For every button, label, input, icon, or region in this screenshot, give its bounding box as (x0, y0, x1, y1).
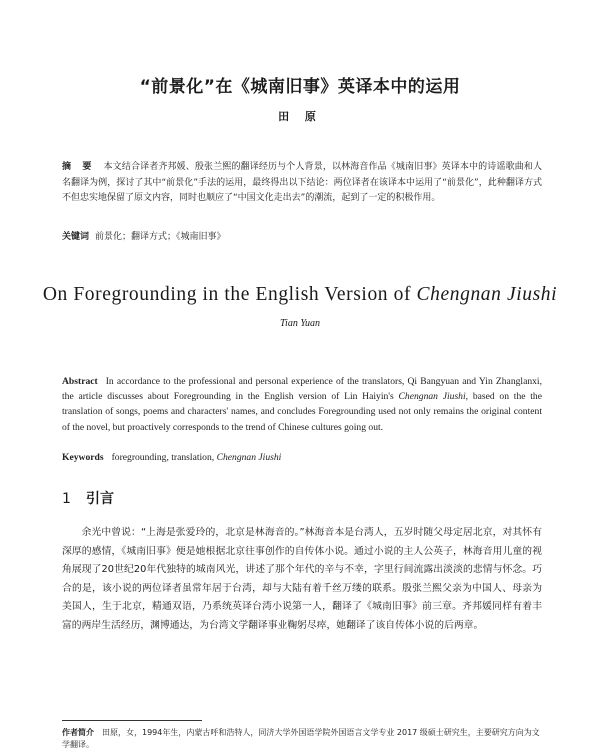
abstract-english-text-1: In accordance to the professional and personal experience of the translators, Qi Bangyuan and Yin Zhanglanxi, the article discusses about Foregrounding in the English version of Lin Haiyin's (62, 376, 542, 403)
body-paragraph: 余光中曾说：“上海是张爱玲的，北京是林海音的。”林海音本是台湾人，五岁时随父母定居北京，对其怀有深厚的感情，《城南旧事》便是她根据北京往事创作的自传体小说。通过小说的主人公英子，林海音用儿童的视角展现了20世纪20年代独特的城南风光，讲述了那个年代的辛与不幸，字里行间流露出淡淡的悲情与怀念。巧合的是，该小说的两位译者虽常年居于台湾，却与大陆有着千丝万缕的联系。殷张兰熙父亲为中国人、母亲为美国人，生于北京，精通双语，乃系统英译台湾小说第一人，翻译了《城南旧事》前三章。齐邦媛同样有着丰富的两岸生活经历，渊博通达，为台湾文学翻译事业鞠躬尽瘁，她翻译了该自传体小说的后两章。 (62, 527, 542, 631)
abstract-english-text-2: , based on the the translation of songs, poems and characters' names, and concludes Foregrounding used not only remains the original content of the novel, but proactively corresponds to the trend of Chinese cultures going out. (62, 391, 542, 433)
keywords-english (62, 451, 542, 465)
keywords-chinese (62, 230, 542, 244)
author-name-english: Tian Yuan (280, 318, 320, 329)
keywords-english-label: Keywords (62, 452, 104, 463)
footnote-text: 田原，女，1994年生，内蒙古呼和浩特人，同济大学外国语学院外国语言文学专业 2017 级硕士研究生，主要研究方向为文学翻译。 (62, 728, 540, 749)
paper-title-chinese: “前景化”在《城南旧事》英译本中的运用 (139, 77, 461, 97)
paper-title-english-prefix: On Foregrounding in the English Version of (42, 284, 417, 305)
paper-title-english-italic: Chengnan Jiushi (416, 284, 558, 305)
keywords-english-text: foregrounding, translation, (111, 452, 217, 463)
abstract-chinese-label: 摘 要 (62, 162, 96, 172)
keywords-english-italic: Chengnan Jiushi (216, 452, 282, 463)
abstract-english-label: Abstract (62, 376, 98, 387)
paper-title-english (0, 284, 600, 306)
footnote-divider (62, 720, 202, 721)
section-title: 引言 (86, 491, 114, 507)
body-text (62, 524, 542, 635)
keywords-chinese-text: 前景化；翻译方式；《城南旧事》 (95, 232, 226, 242)
abstract-english (62, 374, 542, 435)
author-name-chinese: 田 原 (278, 110, 322, 123)
abstract-chinese-text: 本文结合译者齐邦媛、殷张兰熙的翻译经历与个人背景，以林海音作品《城南旧事》英译本中的诗谣歌曲和人名翻译为例，探讨了其中“前景化”手法的运用，最终得出以下结论：两位译者在该译本中运用了“前景化”，此种翻译方式不但忠实地保留了原文内容，同时也顺应了“中国文化走出去”的潮流，起到了一定的积极作用。 (62, 162, 542, 203)
footnote-label: 作者简介 (62, 728, 94, 737)
keywords-chinese-label: 关键词 (62, 232, 90, 242)
abstract-english-italic: Chengnan Jiushi (398, 391, 466, 403)
section-number: 1 (62, 491, 71, 507)
abstract-chinese (62, 160, 542, 207)
section-heading (62, 488, 114, 508)
footnote (62, 727, 542, 751)
